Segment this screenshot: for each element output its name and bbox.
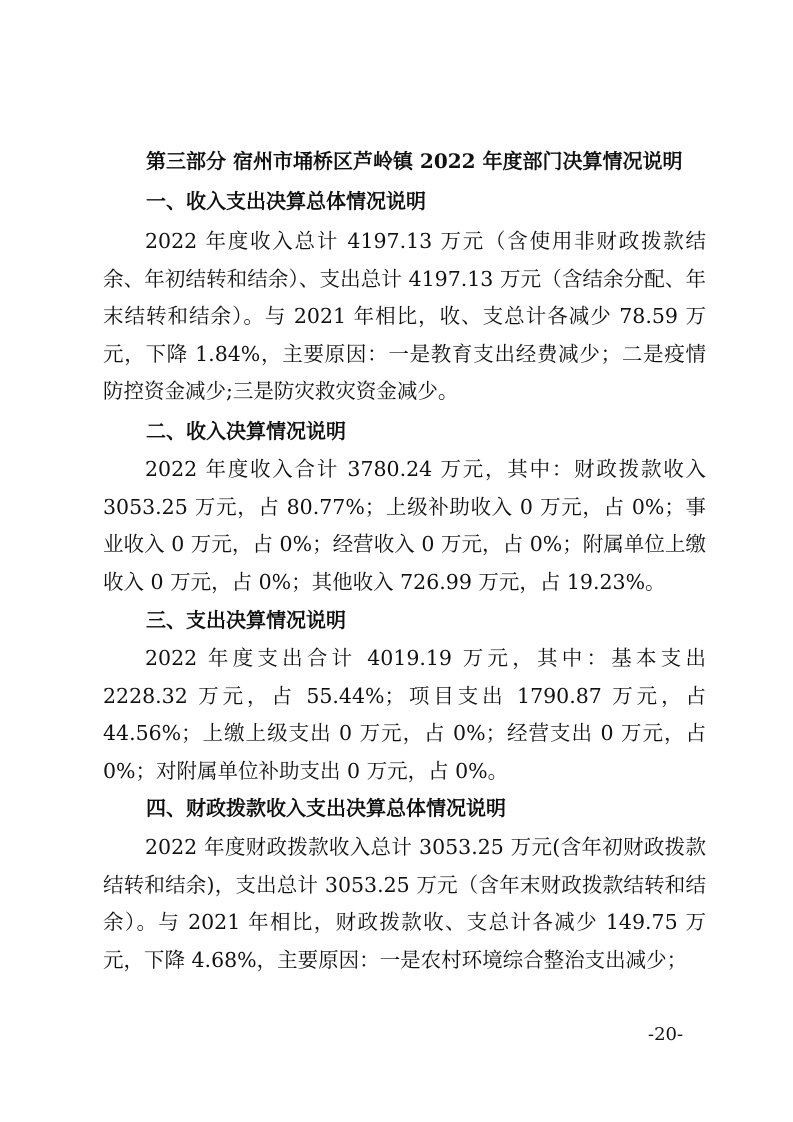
document-title: 第三部分 宿州市埇桥区芦岭镇 2022 年度部门决算情况说明: [146, 149, 683, 173]
section-paragraph-2: 2022 年度收入合计 3780.24 万元，其中：财政拨款收入 3053.25 万元，占 80.77%；上级补助收入 0 万元，占 0%；事业收入 0 万元，占 0%；经营收入 0 万元，占 0%；附属单位上缴收入 0 万元，占 0%；其他收入 726.99 万元，占 19.23%。: [103, 457, 706, 594]
section-heading-4: 四、财政拨款收入支出决算总体情况说明: [146, 796, 506, 820]
section-heading-1: 一、收入支出决算总体情况说明: [146, 189, 426, 213]
section-heading-2: 二、收入决算情况说明: [146, 419, 346, 443]
section-paragraph-3: 2022 年度支出合计 4019.19 万元，其中：基本支出 2228.32 万元，占 55.44%；项目支出 1790.87 万元，占 44.56%；上缴上级支出 0 万元，占 0%；经营支出 0 万元，占 0%；对附属单位补助支出 0 万元，占 0%。: [103, 646, 706, 783]
section-heading-3: 三、支出决算情况说明: [146, 608, 346, 632]
page-number: -20-: [648, 1024, 684, 1045]
section-paragraph-1: 2022 年度收入总计 4197.13 万元（含使用非财政拨款结余、年初结转和结余）、支出总计 4197.13 万元（含结余分配、年末结转和结余）。与 2021 年相比，收、支总计各减少 78.59 万元，下降 1.84%，主要原因：一是教育支出经费减少；二是疫情防控资金减少;三是防灾救灾资金减少。: [103, 229, 706, 403]
section-paragraph-4: 2022 年度财政拨款收入总计 3053.25 万元(含年初财政拨款结转和结余)，支出总计 3053.25 万元（含年末财政拨款结转和结余）。与 2021 年相比，财政拨款收、支总计各减少 149.75 万元，下降 4.68%，主要原因：一是农村环境综合整治支出减少；: [103, 835, 706, 972]
